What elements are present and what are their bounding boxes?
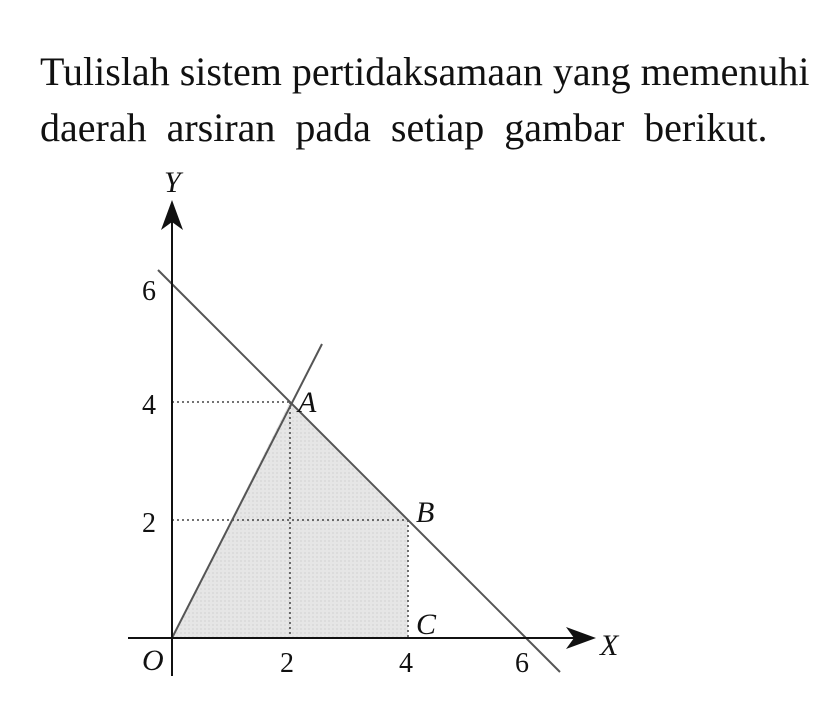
x-tick-label: 4 bbox=[399, 648, 413, 679]
problem-line-1: Tulislah sistem pertidaksamaan yang memenuhi bbox=[40, 49, 810, 94]
point-a-label: A bbox=[298, 386, 317, 419]
y-tick-label: 2 bbox=[142, 508, 156, 539]
y-axis-label: Y bbox=[164, 166, 181, 199]
y-tick-label: 6 bbox=[142, 276, 156, 307]
point-b-label: B bbox=[416, 496, 435, 529]
origin-label: O bbox=[142, 644, 164, 677]
x-axis-label: X bbox=[600, 629, 619, 662]
point-c-label: C bbox=[416, 608, 437, 641]
x-tick-label: 6 bbox=[515, 648, 529, 679]
y-tick-label: 4 bbox=[142, 390, 156, 421]
x-tick-label: 2 bbox=[280, 648, 294, 679]
problem-line-2: daerah arsiran pada setiap gambar berikut. bbox=[40, 105, 768, 150]
